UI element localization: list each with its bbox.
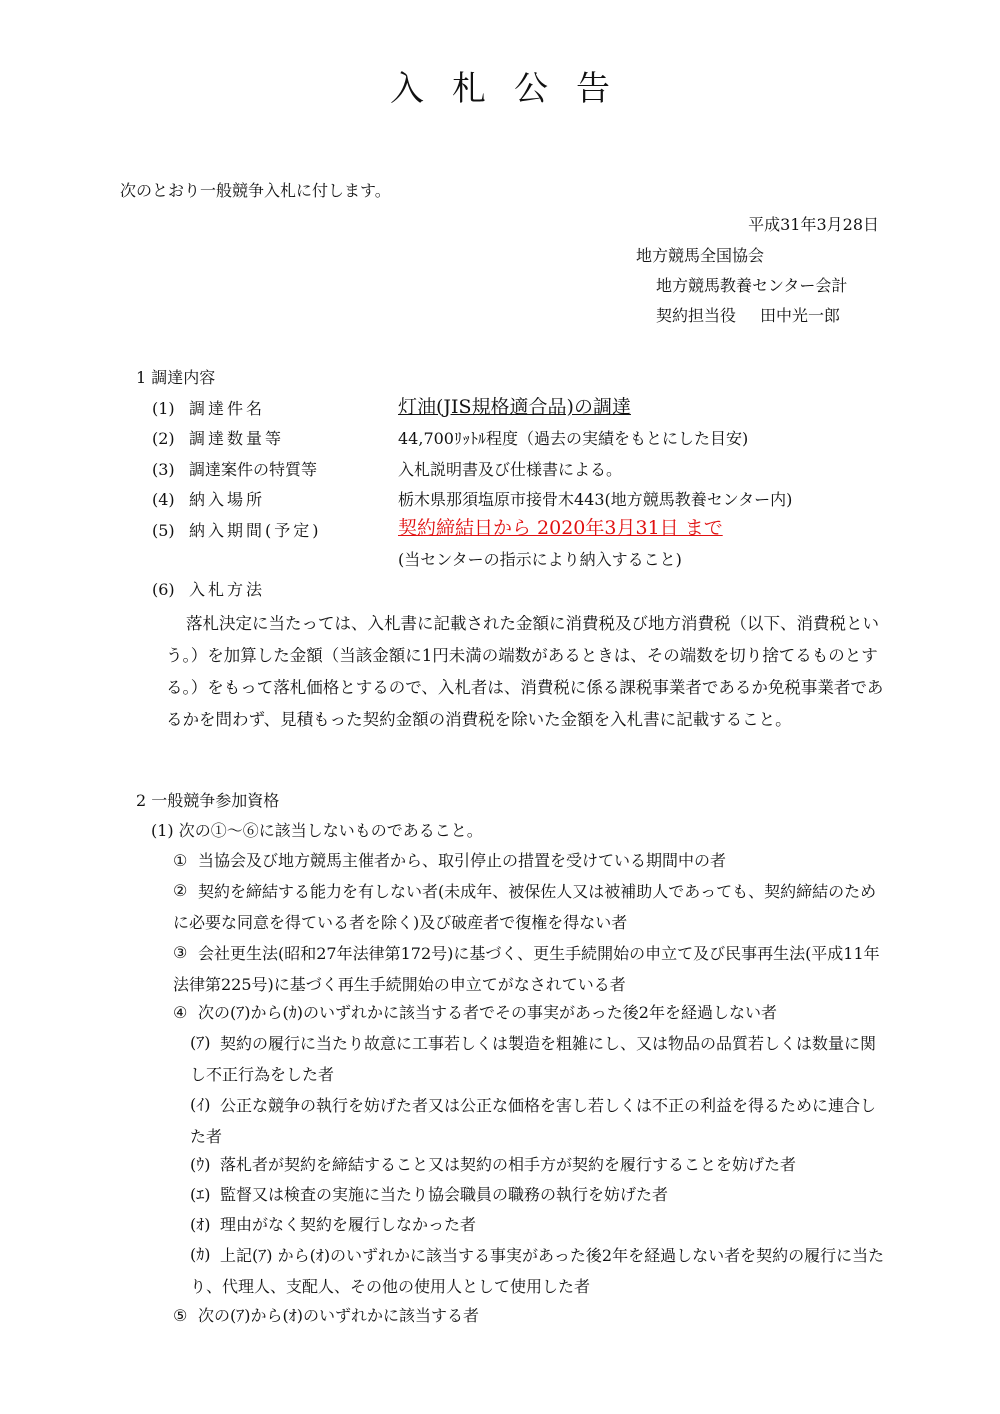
- sub-marker: (ｵ): [190, 1215, 211, 1234]
- issuer-org: 地方競馬全国協会: [636, 246, 765, 265]
- list-marker: ②: [173, 881, 188, 900]
- item-label: 納入期間(予定): [189, 521, 322, 540]
- delivery-period: 契約締結日から 2020年3月31日 まで: [398, 517, 723, 539]
- section1-heading: 1 調達内容: [136, 368, 216, 387]
- item-label: 入札方法: [189, 580, 266, 599]
- sub-item: 理由がなく契約を履行しなかった者: [220, 1215, 477, 1234]
- list-item: 当協会及び地方競馬主催者から、取引停止の措置を受けている期間中の者: [198, 851, 727, 870]
- notice-date: 平成31年3月28日: [748, 215, 879, 234]
- item-label: 納入場所: [189, 490, 266, 509]
- sub-item: 契約の履行に当たり故意に工事若しくは製造を粗雑にし、又は物品の品質若しくは数量に関し不正行為をした者: [190, 1034, 877, 1084]
- intro-text: 次のとおり一般競争入札に付します。: [120, 181, 391, 200]
- item-label: 調達件名: [189, 399, 266, 418]
- bid-method-paragraph: 落札決定に当たっては、入札書に記載された金額に消費税及び地方消費税（以下、消費税という。）を加算した金額（当該金額に1円未満の端数があるときは、その端数を切り捨てるものとする。）をもって落札価格とするので、入札者は、消費税に係る課税事業者であるか免税事業者であるかを問わず、見積もった契約金額の消費税を除いた金額を入札書に記載すること。: [166, 614, 884, 729]
- list-item: 契約を締結する能力を有しない者(未成年、被保佐人又は被補助人であっても、契約締結のために必要な同意を得ている者を除く)及び破産者で復権を得ない者: [173, 882, 877, 932]
- sub-item: 上記(ｱ) から(ｵ)のいずれかに該当する事実があった後2年を経過しない者を契約の履行に当たり、代理人、支配人、その他の使用人として使用した者: [190, 1246, 885, 1296]
- item-number: (2): [152, 429, 175, 448]
- list-marker: ⑤: [173, 1306, 188, 1325]
- item-number: (4): [152, 490, 175, 509]
- item-value: 栃木県那須塩原市接骨木443(地方競馬教養センター内): [398, 490, 793, 509]
- sub-item: 公正な競争の執行を妨げた者又は公正な価格を害し若しくは不正の利益を得るために連合した者: [190, 1096, 877, 1146]
- sub-marker: (ｱ): [190, 1033, 211, 1052]
- delivery-note: (当センターの指示により納入すること): [398, 550, 682, 569]
- item-label: 調達案件の特質等: [189, 460, 318, 479]
- sub-item: 落札者が契約を締結すること又は契約の相手方が契約を履行することを妨げた者: [220, 1155, 797, 1174]
- issuer-name: 田中光一郎: [760, 306, 841, 325]
- issuer-signatory: [656, 308, 840, 324]
- list-marker: ①: [173, 851, 188, 870]
- list-item: 会社更生法(昭和27年法律第172号)に基づく、更生手続開始の申立て及び民事再生法(平成11年法律第225号)に基づく再生手続開始の申立てがなされている者: [173, 944, 880, 994]
- sub-marker: (ｲ): [190, 1095, 211, 1114]
- list-marker: ④: [173, 1003, 188, 1022]
- page-title: 入札公告: [390, 69, 638, 109]
- sub-marker: (ｴ): [190, 1185, 211, 1204]
- sub-marker: (ｳ): [190, 1155, 211, 1174]
- item-number: (3): [152, 460, 175, 479]
- item-value: 44,700ﾘｯﾄﾙ程度（過去の実績をもとにした目安): [398, 429, 749, 448]
- issuer-dept: 地方競馬教養センター会計: [656, 276, 848, 295]
- list-item: 次の(ｱ)から(ｵ)のいずれかに該当する者: [198, 1306, 479, 1325]
- sub-item: 監督又は検査の実施に当たり協会職員の職務の執行を妨げた者: [220, 1185, 669, 1204]
- list-item: 次の(ｱ)から(ｶ)のいずれかに該当する者でその事実があった後2年を経過しない者: [198, 1003, 777, 1022]
- item-number: (6): [152, 580, 175, 599]
- section2-sub1: (1) 次の①～⑥に該当しないものであること。: [151, 821, 483, 840]
- issuer-role: 契約担当役: [656, 306, 737, 325]
- item-label: 調達数量等: [189, 429, 285, 448]
- item-number: (5): [152, 521, 175, 540]
- list-marker: ③: [173, 943, 188, 962]
- procurement-title: 灯油(JIS規格適合品)の調達: [398, 396, 631, 418]
- section2-heading: 2 一般競争参加資格: [136, 791, 280, 810]
- item-value: 入札説明書及び仕様書による。: [398, 460, 623, 479]
- sub-marker: (ｶ): [190, 1245, 211, 1264]
- item-number: (1): [152, 399, 175, 418]
